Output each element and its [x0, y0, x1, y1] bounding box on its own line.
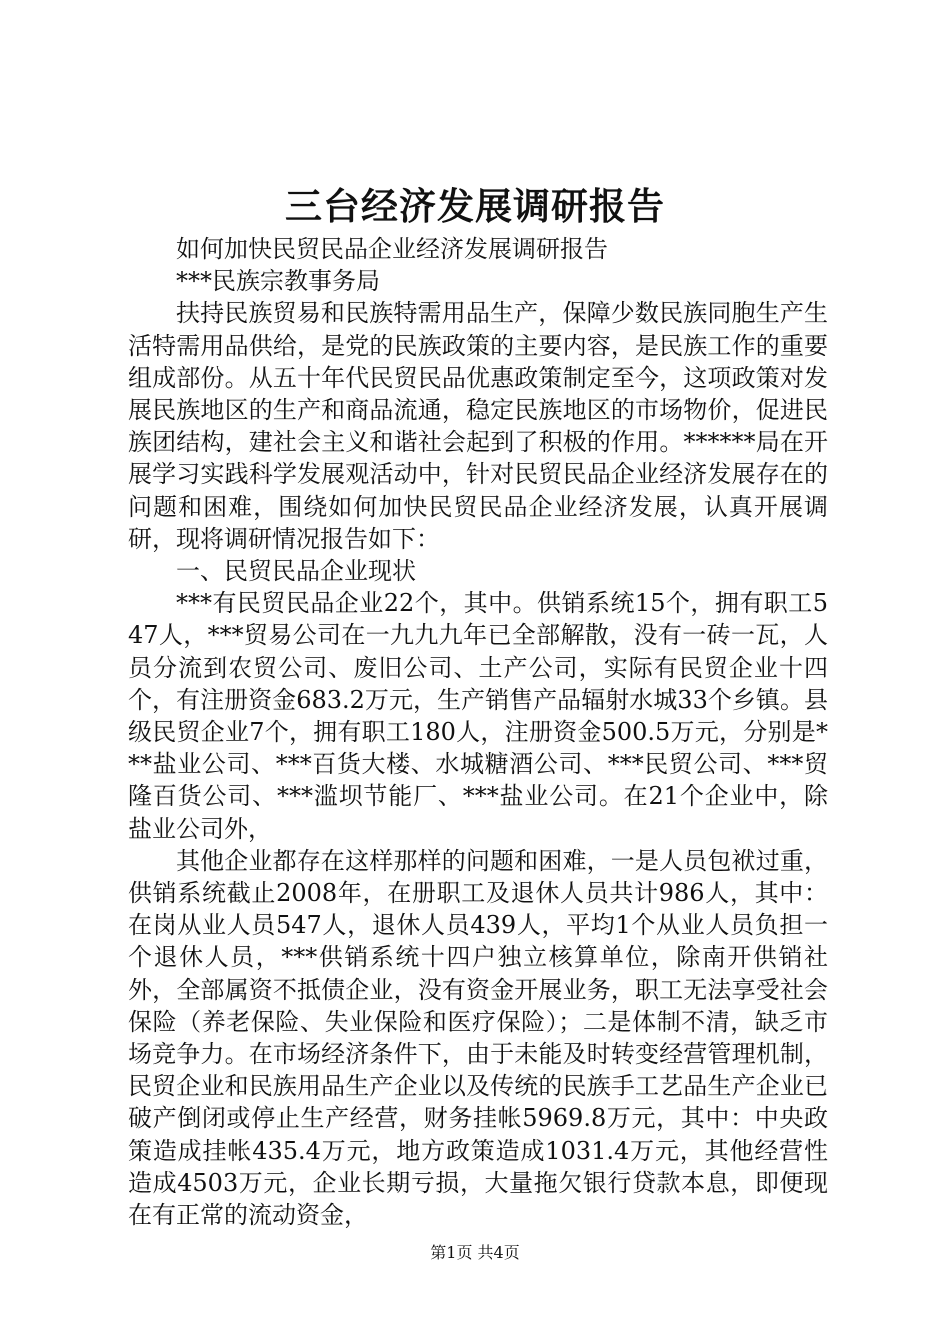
- document-body: [128, 233, 828, 1231]
- intro-paragraph: 扶持民族贸易和民族特需用品生产，保障少数民族同胞生产生活特需用品供给，是党的民族政策的主要内容，是民族工作的重要组成部份。从五十年代民贸民品优惠政策制定至今，这项政策对发展民族地区的生产和商品流通，稳定民族地区的市场物价，促进民族团结构，建社会主义和谐社会起到了积极的作用。******局在开展学习实践科学发展观活动中，针对民贸民品企业经济发展存在的问题和困难，围绕如何加快民贸民品企业经济发展，认真开展调研，现将调研情况报告如下：: [128, 299, 828, 553]
- author-paragraph: ***民族宗教事务局: [176, 267, 380, 296]
- document-title: 三台经济发展调研报告: [285, 184, 665, 228]
- status-paragraph: ***有民贸民品企业22个，其中。供销系统15个，拥有职工547人，***贸易公司在一九九九年已全部解散，没有一砖一瓦，人员分流到农贸公司、废旧公司、土产公司，实际有民贸企业十四个，有注册资金683.2万元，生产销售产品辐射水城33个乡镇。县级民贸企业7个，拥有职工180人，注册资金500.5万元，分别是***盐业公司、***百货大楼、水城糖酒公司、***民贸公司、***贸隆百货公司、***滥坝节能厂、***盐业公司。在21个企业中，除盐业公司外，: [128, 589, 828, 843]
- page-footer: 第1页 共4页: [430, 1243, 520, 1262]
- subtitle-paragraph: 如何加快民贸民品企业经济发展调研报告: [176, 235, 608, 263]
- section-heading: 一、民贸民品企业现状: [176, 557, 416, 586]
- problems-paragraph: 其他企业都存在这样那样的问题和困难，一是人员包袱过重，供销系统截止2008年，在册职工及退休人员共计986人，其中：在岗从业人员547人，退休人员439人，平均1个从业人员负担一个退休人员，***供销系统十四户独立核算单位，除南开供销社外，全部属资不抵债企业，没有资金开展业务，职工无法享受社会保险（养老保险、失业保险和医疗保险）；二是体制不清，缺乏市场竞争力。在市场经济条件下，由于未能及时转变经营管理机制，民贸企业和民族用品生产企业以及传统的民族手工艺品生产企业已破产倒闭或停止生产经营，财务挂帐5969.8万元，其中：中央政策造成挂帐435.4万元，地方政策造成1031.4万元，其他经营性造成4503万元，企业长期亏损，大量拖欠银行贷款本息，即便现在有正常的流动资金，: [128, 846, 828, 1230]
